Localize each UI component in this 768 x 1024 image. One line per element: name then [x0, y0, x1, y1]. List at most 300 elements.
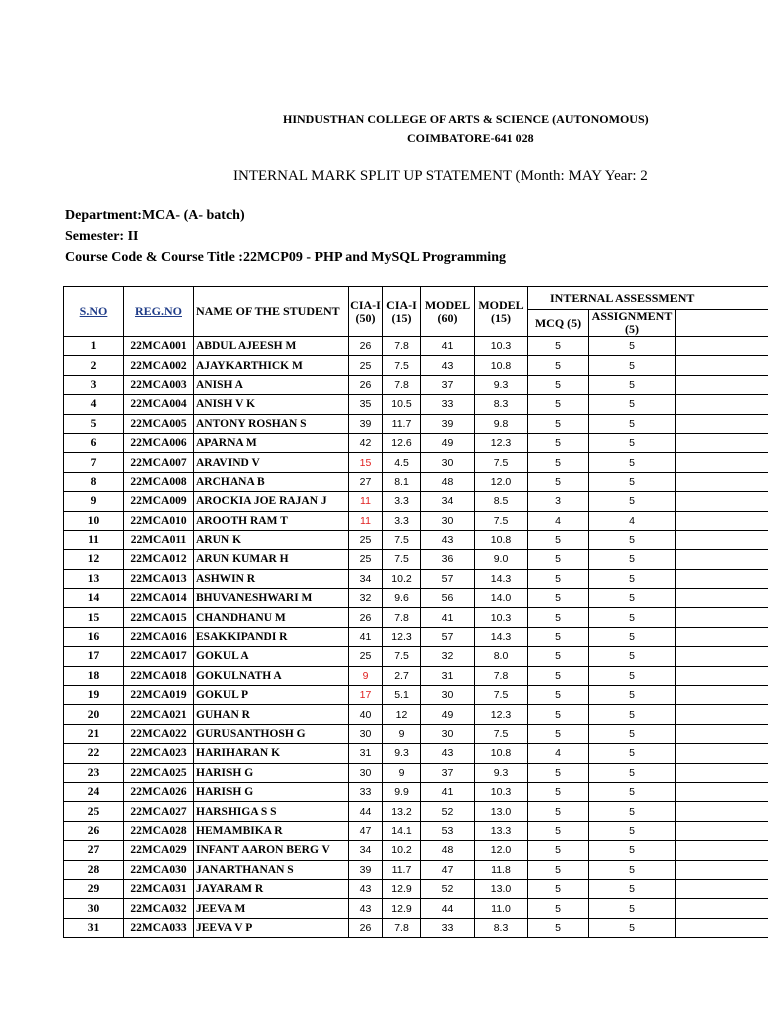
row-sno: 27 — [64, 841, 124, 860]
row-cia1-50: 26 — [349, 375, 383, 394]
row-overflow-cell — [676, 841, 768, 860]
row-sno: 31 — [64, 918, 124, 937]
row-cia1-50: 39 — [349, 860, 383, 879]
table-row — [64, 647, 768, 666]
row-model-15: 13.3 — [475, 821, 528, 840]
row-name: HARISH G — [194, 782, 349, 801]
row-regno: 22MCA016 — [124, 627, 194, 646]
row-model-15: 13.0 — [475, 802, 528, 821]
row-name: AROOTH RAM T — [194, 511, 349, 530]
row-overflow-cell — [676, 627, 768, 646]
marks-table-body — [64, 337, 768, 938]
row-cia1-50: 43 — [349, 879, 383, 898]
row-overflow-cell — [676, 763, 768, 782]
row-assignment: 5 — [589, 647, 676, 666]
row-mcq: 5 — [528, 472, 589, 491]
row-cia1-50: 34 — [349, 841, 383, 860]
row-sno: 29 — [64, 879, 124, 898]
table-row — [64, 627, 768, 646]
row-model-60: 56 — [421, 589, 475, 608]
table-row — [64, 395, 768, 414]
row-assignment: 5 — [589, 782, 676, 801]
row-sno: 6 — [64, 433, 124, 452]
row-assignment: 5 — [589, 841, 676, 860]
row-assignment: 5 — [589, 918, 676, 937]
row-cia1-15: 11.7 — [383, 860, 421, 879]
col-header-internal-assessment: INTERNAL ASSESSMENT — [528, 287, 768, 310]
row-mcq: 5 — [528, 686, 589, 705]
row-cia1-50: 35 — [349, 395, 383, 414]
row-model-15: 7.5 — [475, 511, 528, 530]
row-overflow-cell — [676, 705, 768, 724]
row-model-15: 10.3 — [475, 782, 528, 801]
row-assignment: 5 — [589, 705, 676, 724]
row-model-15: 7.5 — [475, 453, 528, 472]
semester-line: Semester: II — [65, 229, 139, 244]
row-regno: 22MCA027 — [124, 802, 194, 821]
table-row — [64, 899, 768, 918]
row-cia1-15: 3.3 — [383, 511, 421, 530]
row-name: HARSHIGA S S — [194, 802, 349, 821]
row-name: GOKUL P — [194, 686, 349, 705]
row-model-60: 39 — [421, 414, 475, 433]
college-name: HINDUSTHAN COLLEGE OF ARTS & SCIENCE (AUTONOMOUS) — [283, 112, 649, 126]
row-model-60: 47 — [421, 860, 475, 879]
row-overflow-cell — [676, 550, 768, 569]
row-regno: 22MCA021 — [124, 705, 194, 724]
row-regno: 22MCA010 — [124, 511, 194, 530]
row-regno: 22MCA022 — [124, 724, 194, 743]
row-regno: 22MCA006 — [124, 433, 194, 452]
row-mcq: 5 — [528, 666, 589, 685]
row-model-60: 44 — [421, 899, 475, 918]
row-name: ABDUL AJEESH M — [194, 337, 349, 356]
row-model-60: 30 — [421, 686, 475, 705]
table-row — [64, 802, 768, 821]
row-model-60: 31 — [421, 666, 475, 685]
row-cia1-50: 30 — [349, 763, 383, 782]
row-mcq: 5 — [528, 589, 589, 608]
row-name: JEEVA V P — [194, 918, 349, 937]
row-cia1-15: 2.7 — [383, 666, 421, 685]
row-assignment: 5 — [589, 724, 676, 743]
row-overflow-cell — [676, 879, 768, 898]
table-row — [64, 918, 768, 937]
row-assignment: 5 — [589, 744, 676, 763]
row-name: HEMAMBIKA R — [194, 821, 349, 840]
row-assignment: 5 — [589, 375, 676, 394]
row-name: INFANT AARON BERG V — [194, 841, 349, 860]
row-overflow-cell — [676, 472, 768, 491]
row-mcq: 5 — [528, 821, 589, 840]
row-overflow-cell — [676, 356, 768, 375]
row-overflow-cell — [676, 608, 768, 627]
row-mcq: 5 — [528, 453, 589, 472]
row-model-60: 43 — [421, 530, 475, 549]
row-model-15: 8.5 — [475, 492, 528, 511]
row-mcq: 5 — [528, 569, 589, 588]
row-cia1-50: 44 — [349, 802, 383, 821]
row-model-15: 10.3 — [475, 608, 528, 627]
row-regno: 22MCA014 — [124, 589, 194, 608]
row-overflow-cell — [676, 589, 768, 608]
row-sno: 28 — [64, 860, 124, 879]
row-assignment: 5 — [589, 530, 676, 549]
row-assignment: 5 — [589, 627, 676, 646]
row-regno: 22MCA028 — [124, 821, 194, 840]
row-cia1-15: 14.1 — [383, 821, 421, 840]
marks-table — [63, 286, 768, 938]
row-cia1-50: 11 — [349, 492, 383, 511]
row-sno: 15 — [64, 608, 124, 627]
row-name: JANARTHANAN S — [194, 860, 349, 879]
row-cia1-15: 12 — [383, 705, 421, 724]
row-sno: 14 — [64, 589, 124, 608]
row-cia1-50: 30 — [349, 724, 383, 743]
row-name: ANISH V K — [194, 395, 349, 414]
row-assignment: 5 — [589, 550, 676, 569]
row-sno: 10 — [64, 511, 124, 530]
row-model-15: 12.3 — [475, 433, 528, 452]
row-sno: 21 — [64, 724, 124, 743]
row-model-15: 9.3 — [475, 763, 528, 782]
table-row — [64, 589, 768, 608]
row-cia1-15: 7.5 — [383, 550, 421, 569]
row-name: AROCKIA JOE RAJAN J — [194, 492, 349, 511]
row-cia1-15: 9 — [383, 724, 421, 743]
table-row — [64, 511, 768, 530]
row-cia1-15: 12.9 — [383, 879, 421, 898]
row-name: APARNA M — [194, 433, 349, 452]
row-overflow-cell — [676, 782, 768, 801]
table-row — [64, 356, 768, 375]
row-sno: 23 — [64, 763, 124, 782]
row-model-60: 41 — [421, 337, 475, 356]
row-mcq: 5 — [528, 763, 589, 782]
row-mcq: 5 — [528, 879, 589, 898]
table-row — [64, 763, 768, 782]
row-regno: 22MCA030 — [124, 860, 194, 879]
row-cia1-50: 40 — [349, 705, 383, 724]
row-mcq: 5 — [528, 782, 589, 801]
row-model-15: 10.8 — [475, 356, 528, 375]
row-overflow-cell — [676, 569, 768, 588]
row-model-60: 36 — [421, 550, 475, 569]
row-name: ARUN K — [194, 530, 349, 549]
row-regno: 22MCA011 — [124, 530, 194, 549]
row-regno: 22MCA033 — [124, 918, 194, 937]
row-model-60: 52 — [421, 802, 475, 821]
row-overflow-cell — [676, 530, 768, 549]
row-sno: 1 — [64, 337, 124, 356]
row-cia1-15: 4.5 — [383, 453, 421, 472]
row-mcq: 5 — [528, 705, 589, 724]
row-cia1-50: 11 — [349, 511, 383, 530]
course-line: Course Code & Course Title :22MCP09 - PHP and MySQL Programming — [65, 250, 506, 265]
row-overflow-cell — [676, 433, 768, 452]
row-mcq: 5 — [528, 899, 589, 918]
row-assignment: 5 — [589, 433, 676, 452]
row-sno: 30 — [64, 899, 124, 918]
row-cia1-15: 10.5 — [383, 395, 421, 414]
row-regno: 22MCA025 — [124, 763, 194, 782]
row-model-15: 12.0 — [475, 841, 528, 860]
row-assignment: 5 — [589, 337, 676, 356]
table-row — [64, 414, 768, 433]
row-model-60: 37 — [421, 375, 475, 394]
table-row — [64, 744, 768, 763]
row-name: ARCHANA B — [194, 472, 349, 491]
row-model-15: 9.0 — [475, 550, 528, 569]
row-sno: 2 — [64, 356, 124, 375]
row-sno: 22 — [64, 744, 124, 763]
row-overflow-cell — [676, 802, 768, 821]
table-row — [64, 433, 768, 452]
row-model-15: 12.3 — [475, 705, 528, 724]
row-overflow-cell — [676, 860, 768, 879]
col-header-cia1-50: CIA-I (50) — [349, 287, 383, 337]
row-model-15: 11.0 — [475, 899, 528, 918]
row-assignment: 5 — [589, 802, 676, 821]
row-sno: 17 — [64, 647, 124, 666]
row-name: ANISH A — [194, 375, 349, 394]
row-regno: 22MCA032 — [124, 899, 194, 918]
row-regno: 22MCA008 — [124, 472, 194, 491]
row-cia1-15: 7.5 — [383, 530, 421, 549]
row-overflow-cell — [676, 724, 768, 743]
row-overflow-cell — [676, 666, 768, 685]
row-mcq: 5 — [528, 608, 589, 627]
row-model-15: 10.8 — [475, 744, 528, 763]
row-mcq: 3 — [528, 492, 589, 511]
table-row — [64, 472, 768, 491]
row-cia1-15: 10.2 — [383, 569, 421, 588]
row-overflow-cell — [676, 744, 768, 763]
row-name: HARISH G — [194, 763, 349, 782]
table-row — [64, 530, 768, 549]
row-mcq: 4 — [528, 744, 589, 763]
row-name: HARIHARAN K — [194, 744, 349, 763]
row-assignment: 5 — [589, 899, 676, 918]
row-cia1-50: 27 — [349, 472, 383, 491]
row-cia1-15: 13.2 — [383, 802, 421, 821]
row-sno: 8 — [64, 472, 124, 491]
row-model-60: 34 — [421, 492, 475, 511]
row-regno: 22MCA023 — [124, 744, 194, 763]
col-header-assignment: ASSIGNMENT (5) — [589, 310, 676, 337]
row-assignment: 5 — [589, 879, 676, 898]
row-regno: 22MCA018 — [124, 666, 194, 685]
col-header-regno[interactable]: REG.NO — [124, 287, 194, 337]
row-sno: 12 — [64, 550, 124, 569]
row-assignment: 5 — [589, 763, 676, 782]
row-regno: 22MCA001 — [124, 337, 194, 356]
row-name: GOKUL A — [194, 647, 349, 666]
row-mcq: 5 — [528, 647, 589, 666]
table-row — [64, 686, 768, 705]
row-sno: 18 — [64, 666, 124, 685]
row-regno: 22MCA003 — [124, 375, 194, 394]
row-cia1-15: 12.3 — [383, 627, 421, 646]
col-header-model-15: MODEL (15) — [475, 287, 528, 337]
row-sno: 19 — [64, 686, 124, 705]
row-cia1-15: 7.5 — [383, 647, 421, 666]
row-assignment: 5 — [589, 453, 676, 472]
row-mcq: 5 — [528, 724, 589, 743]
row-assignment: 5 — [589, 608, 676, 627]
row-model-60: 33 — [421, 918, 475, 937]
table-row — [64, 569, 768, 588]
row-cia1-15: 12.6 — [383, 433, 421, 452]
row-cia1-50: 26 — [349, 918, 383, 937]
row-regno: 22MCA015 — [124, 608, 194, 627]
row-cia1-15: 9 — [383, 763, 421, 782]
row-assignment: 5 — [589, 492, 676, 511]
row-regno: 22MCA013 — [124, 569, 194, 588]
row-sno: 20 — [64, 705, 124, 724]
row-cia1-50: 17 — [349, 686, 383, 705]
row-cia1-50: 43 — [349, 899, 383, 918]
statement-title: INTERNAL MARK SPLIT UP STATEMENT (Month: MAY Year: 2 — [233, 168, 648, 184]
row-model-60: 30 — [421, 724, 475, 743]
row-cia1-15: 7.8 — [383, 337, 421, 356]
row-cia1-15: 9.9 — [383, 782, 421, 801]
row-name: ANTONY ROSHAN S — [194, 414, 349, 433]
row-model-60: 49 — [421, 705, 475, 724]
row-cia1-50: 25 — [349, 356, 383, 375]
row-cia1-50: 26 — [349, 337, 383, 356]
row-overflow-cell — [676, 821, 768, 840]
row-model-15: 7.5 — [475, 724, 528, 743]
row-cia1-15: 9.6 — [383, 589, 421, 608]
row-model-15: 12.0 — [475, 472, 528, 491]
row-cia1-50: 15 — [349, 453, 383, 472]
row-cia1-15: 8.1 — [383, 472, 421, 491]
row-model-60: 30 — [421, 511, 475, 530]
row-cia1-50: 39 — [349, 414, 383, 433]
row-name: GUHAN R — [194, 705, 349, 724]
table-row — [64, 782, 768, 801]
row-mcq: 4 — [528, 511, 589, 530]
row-cia1-50: 9 — [349, 666, 383, 685]
col-header-name: NAME OF THE STUDENT — [194, 287, 349, 337]
row-cia1-50: 33 — [349, 782, 383, 801]
row-model-15: 10.3 — [475, 337, 528, 356]
row-overflow-cell — [676, 647, 768, 666]
table-row — [64, 821, 768, 840]
row-regno: 22MCA012 — [124, 550, 194, 569]
row-model-15: 14.0 — [475, 589, 528, 608]
row-model-60: 30 — [421, 453, 475, 472]
row-model-15: 8.3 — [475, 918, 528, 937]
row-mcq: 5 — [528, 918, 589, 937]
row-model-60: 41 — [421, 608, 475, 627]
row-overflow-cell — [676, 899, 768, 918]
row-mcq: 5 — [528, 550, 589, 569]
col-header-model-60: MODEL (60) — [421, 287, 475, 337]
row-cia1-15: 3.3 — [383, 492, 421, 511]
row-overflow-cell — [676, 453, 768, 472]
row-mcq: 5 — [528, 627, 589, 646]
row-name: ARAVIND V — [194, 453, 349, 472]
row-name: JAYARAM R — [194, 879, 349, 898]
row-model-15: 14.3 — [475, 627, 528, 646]
row-sno: 26 — [64, 821, 124, 840]
table-row — [64, 666, 768, 685]
row-model-15: 10.8 — [475, 530, 528, 549]
row-assignment: 4 — [589, 511, 676, 530]
row-cia1-50: 25 — [349, 550, 383, 569]
row-regno: 22MCA019 — [124, 686, 194, 705]
row-cia1-50: 25 — [349, 530, 383, 549]
row-name: GOKULNATH A — [194, 666, 349, 685]
row-mcq: 5 — [528, 414, 589, 433]
row-cia1-50: 25 — [349, 647, 383, 666]
row-model-60: 57 — [421, 627, 475, 646]
row-cia1-15: 7.5 — [383, 356, 421, 375]
row-assignment: 5 — [589, 395, 676, 414]
row-assignment: 5 — [589, 860, 676, 879]
row-cia1-15: 12.9 — [383, 899, 421, 918]
row-assignment: 5 — [589, 821, 676, 840]
table-row — [64, 860, 768, 879]
row-name: AJAYKARTHICK M — [194, 356, 349, 375]
table-row — [64, 724, 768, 743]
table-row — [64, 608, 768, 627]
row-model-60: 53 — [421, 821, 475, 840]
row-regno: 22MCA026 — [124, 782, 194, 801]
row-sno: 7 — [64, 453, 124, 472]
row-sno: 5 — [64, 414, 124, 433]
row-cia1-50: 47 — [349, 821, 383, 840]
row-name: ASHWIN R — [194, 569, 349, 588]
row-model-15: 9.8 — [475, 414, 528, 433]
row-cia1-15: 7.8 — [383, 375, 421, 394]
table-row — [64, 492, 768, 511]
row-assignment: 5 — [589, 569, 676, 588]
row-mcq: 5 — [528, 395, 589, 414]
row-name: ARUN KUMAR H — [194, 550, 349, 569]
row-model-60: 32 — [421, 647, 475, 666]
row-overflow-cell — [676, 511, 768, 530]
row-cia1-50: 34 — [349, 569, 383, 588]
row-cia1-15: 11.7 — [383, 414, 421, 433]
row-model-15: 8.3 — [475, 395, 528, 414]
row-sno: 3 — [64, 375, 124, 394]
row-mcq: 5 — [528, 433, 589, 452]
row-cia1-15: 5.1 — [383, 686, 421, 705]
marks-table-container — [63, 286, 768, 946]
row-model-15: 11.8 — [475, 860, 528, 879]
row-regno: 22MCA002 — [124, 356, 194, 375]
row-assignment: 5 — [589, 589, 676, 608]
row-cia1-15: 7.8 — [383, 608, 421, 627]
row-cia1-50: 41 — [349, 627, 383, 646]
row-name: JEEVA M — [194, 899, 349, 918]
row-sno: 16 — [64, 627, 124, 646]
row-cia1-50: 32 — [349, 589, 383, 608]
table-row — [64, 453, 768, 472]
row-name: BHUVANESHWARI M — [194, 589, 349, 608]
row-regno: 22MCA017 — [124, 647, 194, 666]
row-mcq: 5 — [528, 530, 589, 549]
row-mcq: 5 — [528, 356, 589, 375]
col-header-sno[interactable]: S.NO — [64, 287, 124, 337]
row-regno: 22MCA029 — [124, 841, 194, 860]
row-mcq: 5 — [528, 375, 589, 394]
row-assignment: 5 — [589, 414, 676, 433]
row-model-60: 52 — [421, 879, 475, 898]
